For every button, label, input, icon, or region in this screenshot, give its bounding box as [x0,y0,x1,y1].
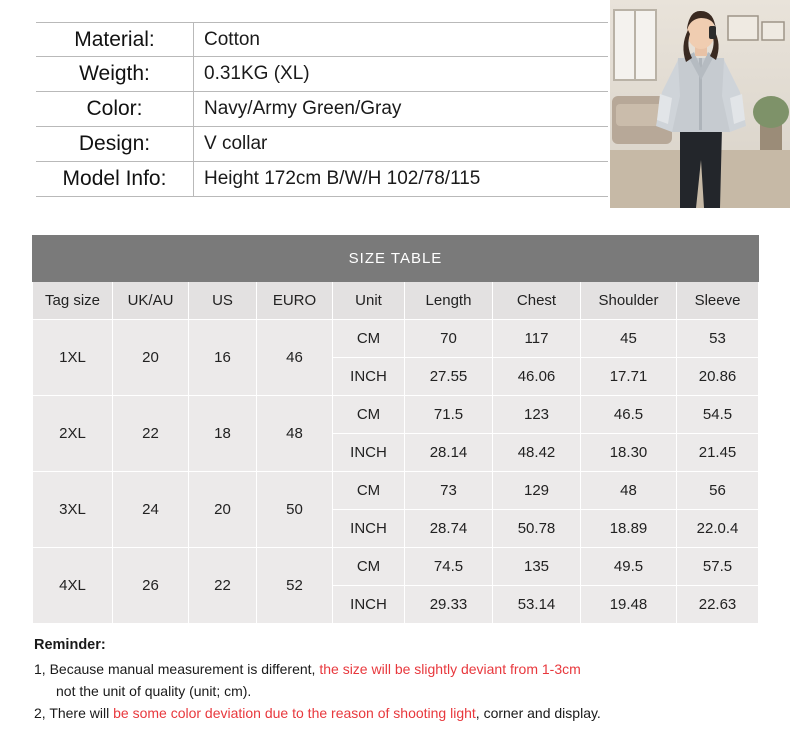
cell-unit-cm: CM [333,320,405,358]
spec-row [36,162,608,197]
reminder-title: Reminder: [34,637,106,653]
reminder-item-2 [34,703,760,725]
spec-value-weight: 0.31KG (XL) [204,63,310,84]
cell-tag-size: 4XL [33,548,113,624]
spec-value-model-info: Height 172cm B/W/H 102/78/115 [204,168,481,189]
table-row [33,396,759,434]
cell-length-cm: 70 [405,320,493,358]
model-photo-illustration [610,0,790,208]
spec-row [36,127,608,162]
cell-chest-inch: 46.06 [493,358,581,396]
cell-shoulder-inch: 18.30 [581,434,677,472]
size-table-title-row [33,236,759,282]
spec-value-color: Navy/Army Green/Gray [204,98,402,119]
cell-unit-inch: INCH [333,434,405,472]
spec-row [36,57,608,92]
cell-sleeve-inch: 20.86 [677,358,759,396]
product-spec-table [36,22,608,197]
cell-length-inch: 29.33 [405,586,493,624]
cell-euro: 46 [257,320,333,396]
cell-shoulder-inch: 19.48 [581,586,677,624]
col-header-us: US [189,282,257,320]
cell-uk-au: 26 [113,548,189,624]
cell-shoulder-cm: 48 [581,472,677,510]
cell-sleeve-inch: 22.0.4 [677,510,759,548]
col-header-uk-au: UK/AU [113,282,189,320]
cell-sleeve-inch: 21.45 [677,434,759,472]
cell-sleeve-cm: 54.5 [677,396,759,434]
cell-length-cm: 73 [405,472,493,510]
cell-tag-size: 1XL [33,320,113,396]
col-header-unit: Unit [333,282,405,320]
cell-tag-size: 2XL [33,396,113,472]
cell-us: 20 [189,472,257,548]
cell-unit-cm: CM [333,396,405,434]
reminder-item-2-tail: , corner and display. [475,704,601,721]
spec-row [36,22,608,57]
spec-label-design: Design: [36,127,194,161]
reminder-block [34,634,760,725]
table-row [33,472,759,510]
cell-unit-inch: INCH [333,510,405,548]
cell-shoulder-inch: 17.71 [581,358,677,396]
cell-euro: 48 [257,396,333,472]
cell-sleeve-cm: 57.5 [677,548,759,586]
spec-label-material: Material: [36,23,194,56]
spec-value-design: V collar [204,133,268,154]
spec-label-model-info: Model Info: [36,162,194,196]
cell-length-inch: 28.14 [405,434,493,472]
col-header-sleeve: Sleeve [677,282,759,320]
spec-row [36,92,608,127]
product-photo [610,0,790,208]
cell-sleeve-cm: 56 [677,472,759,510]
size-table-wrap [32,235,758,624]
cell-chest-cm: 117 [493,320,581,358]
reminder-item-2-highlight: be some color deviation due to the reason of shooting light [113,704,476,721]
cell-unit-cm: CM [333,548,405,586]
cell-uk-au: 24 [113,472,189,548]
reminder-item-1-sub: not the unit of quality (unit; cm). [56,683,252,700]
reminder-item-2-text: 2, There will [34,704,114,721]
cell-chest-cm: 129 [493,472,581,510]
cell-chest-inch: 50.78 [493,510,581,548]
cell-shoulder-inch: 18.89 [581,510,677,548]
col-header-length: Length [405,282,493,320]
cell-chest-inch: 53.14 [493,586,581,624]
cell-length-cm: 74.5 [405,548,493,586]
cell-length-cm: 71.5 [405,396,493,434]
size-table-title: SIZE TABLE [33,236,759,282]
cell-length-inch: 27.55 [405,358,493,396]
size-table-header-row [33,282,759,320]
cell-unit-cm: CM [333,472,405,510]
cell-us: 16 [189,320,257,396]
table-row [33,548,759,586]
size-table [32,235,759,624]
cell-uk-au: 20 [113,320,189,396]
cell-chest-cm: 123 [493,396,581,434]
cell-us: 22 [189,548,257,624]
cell-euro: 52 [257,548,333,624]
cell-us: 18 [189,396,257,472]
cell-tag-size: 3XL [33,472,113,548]
cell-unit-inch: INCH [333,358,405,396]
col-header-tag-size: Tag size [33,282,113,320]
col-header-chest: Chest [493,282,581,320]
cell-shoulder-cm: 49.5 [581,548,677,586]
cell-chest-inch: 48.42 [493,434,581,472]
cell-sleeve-cm: 53 [677,320,759,358]
cell-shoulder-cm: 45 [581,320,677,358]
cell-length-inch: 28.74 [405,510,493,548]
reminder-item-1-highlight: the size will be slightly deviant from 1-3cm [319,661,581,678]
cell-chest-cm: 135 [493,548,581,586]
cell-euro: 50 [257,472,333,548]
reminder-item-1-text: 1, Because manual measurement is different, [34,661,320,678]
col-header-shoulder: Shoulder [581,282,677,320]
spec-value-material: Cotton [204,29,260,50]
cell-unit-inch: INCH [333,586,405,624]
spec-label-color: Color: [36,92,194,126]
cell-sleeve-inch: 22.63 [677,586,759,624]
table-row [33,320,759,358]
cell-uk-au: 22 [113,396,189,472]
cell-shoulder-cm: 46.5 [581,396,677,434]
reminder-item-1 [34,659,760,681]
col-header-euro: EURO [257,282,333,320]
spec-label-weight: Weigth: [36,57,194,91]
